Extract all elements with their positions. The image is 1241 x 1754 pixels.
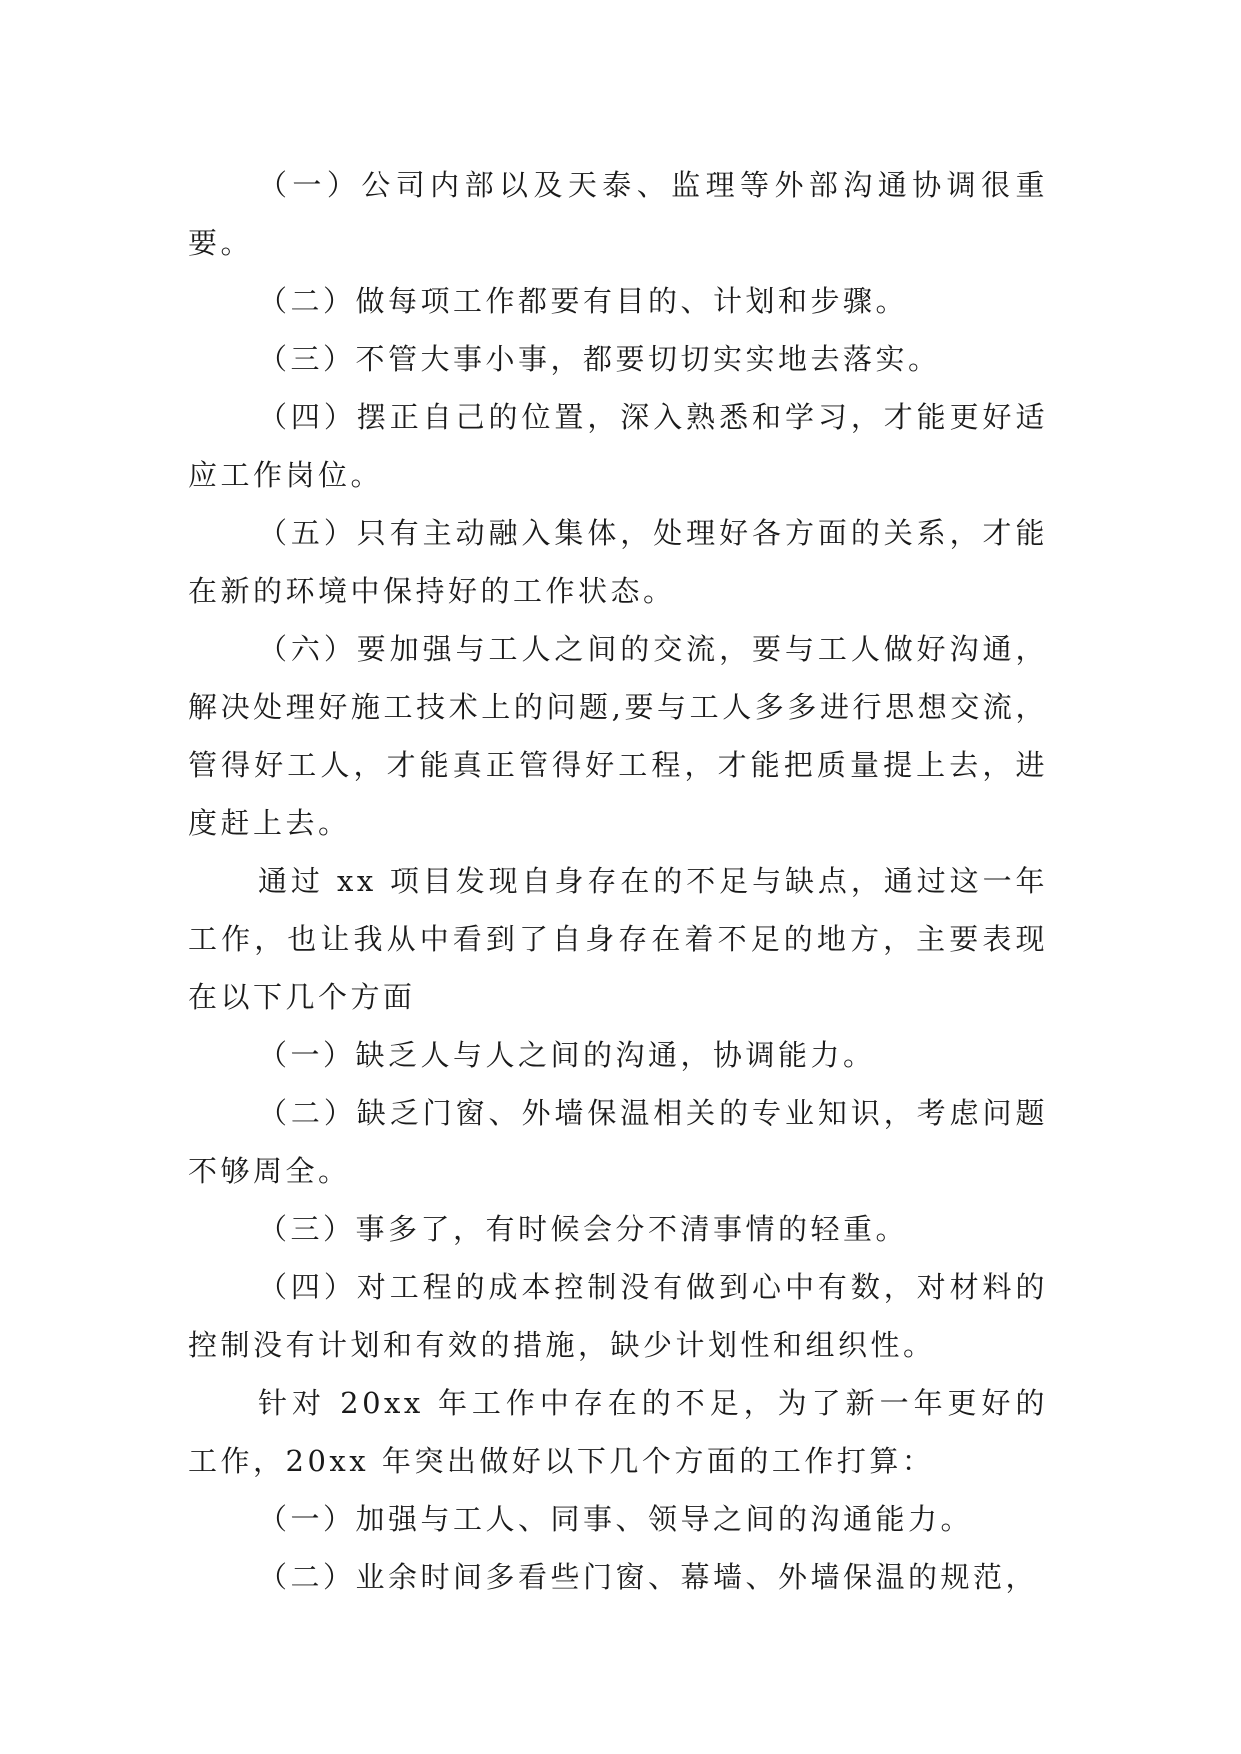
paragraph-12: 针对 20xx 年工作中存在的不足，为了新一年更好的工作，20xx 年突出做好以下几个方面的工作打算： bbox=[188, 1386, 1048, 1478]
paragraph-1: （一）公司内部以及天泰、监理等外部沟通协调很重要。 bbox=[188, 168, 1048, 260]
paragraph-7: 通过 xx 项目发现自身存在的不足与缺点，通过这一年工作，也让我从中看到了自身存在着不足的地方，主要表现在以下几个方面 bbox=[188, 864, 1048, 1014]
paragraph-13: （一）加强与工人、同事、领导之间的沟通能力。 bbox=[258, 1502, 974, 1536]
paragraph-9: （二）缺乏门窗、外墙保温相关的专业知识，考虑问题不够周全。 bbox=[188, 1096, 1048, 1188]
paragraph-10: （三）事多了，有时候会分不清事情的轻重。 bbox=[258, 1212, 909, 1246]
paragraph-11: （四）对工程的成本控制没有做到心中有数，对材料的控制没有计划和有效的措施，缺少计划性和组织性。 bbox=[188, 1270, 1048, 1362]
paragraph-5: （五）只有主动融入集体，处理好各方面的关系，才能在新的环境中保持好的工作状态。 bbox=[188, 516, 1048, 608]
paragraph-8: （一）缺乏人与人之间的沟通，协调能力。 bbox=[258, 1038, 876, 1072]
paragraph-14: （二）业余时间多看些门窗、幕墙、外墙保温的规范， bbox=[258, 1560, 1039, 1594]
paragraph-3: （三）不管大事小事，都要切切实实地去落实。 bbox=[258, 342, 941, 376]
paragraph-4: （四）摆正自己的位置，深入熟悉和学习，才能更好适应工作岗位。 bbox=[188, 400, 1048, 492]
paragraph-6: （六）要加强与工人之间的交流，要与工人做好沟通，解决处理好施工技术上的问题,要与工人多多进行思想交流，管得好工人，才能真正管得好工程，才能把质量提上去，进度赶上去。 bbox=[188, 632, 1048, 840]
paragraph-2: （二）做每项工作都要有目的、计划和步骤。 bbox=[258, 284, 909, 318]
document-body bbox=[188, 156, 1048, 1606]
